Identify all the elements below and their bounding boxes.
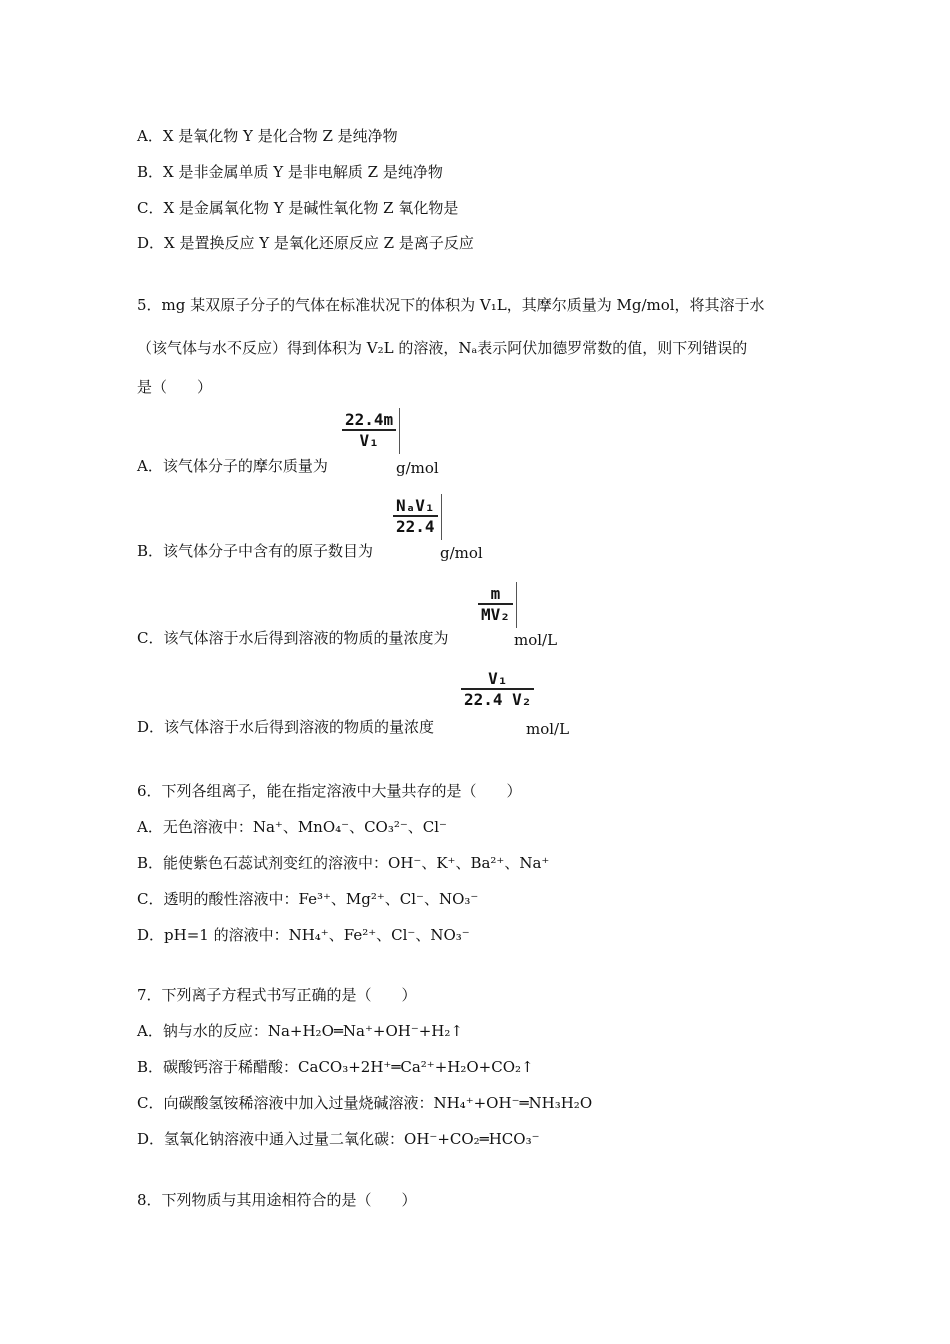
fraction-denominator: MV₂	[481, 605, 510, 624]
q5-option-c-text: C．该气体溶于水后得到溶液的物质的量浓度为	[137, 629, 449, 647]
q5-option-d	[137, 717, 434, 737]
q6-stem: 6．下列各组离子，能在指定溶液中大量共存的是（ ）	[137, 782, 522, 800]
q7-option-b: B．碳酸钙溶于稀醋酸：CaCO₃+2H⁺═Ca²⁺+H₂O+CO₂↑	[137, 1058, 534, 1076]
q6-option-c: C．透明的酸性溶液中：Fe³⁺、Mg²⁺、Cl⁻、NO₃⁻	[137, 890, 479, 908]
q4-option-d: D．X 是置换反应 Y 是氧化还原反应 Z 是离子反应	[137, 234, 474, 252]
q5-option-c-unit: mol/L	[514, 631, 558, 649]
q7-option-d: D．氢氧化钠溶液中通入过量二氧化碳：OH⁻+CO₂═HCO₃⁻	[137, 1130, 540, 1148]
q5-stem-line1: 5．mg 某双原子分子的气体在标准状况下的体积为 V₁L，其摩尔质量为 Mg/mol，将其溶于水	[137, 296, 765, 314]
q5-option-b-text: B．该气体分子中含有的原子数目为	[137, 542, 374, 560]
q8-stem: 8．下列物质与其用途相符合的是（ ）	[137, 1191, 417, 1209]
q5-option-d-unit: mol/L	[526, 720, 570, 738]
q5-option-b-fraction	[393, 496, 438, 536]
fraction-border	[516, 582, 517, 628]
q7-option-c: C．向碳酸氢铵稀溶液中加入过量烧碱溶液：NH₄⁺+OH⁻═NH₃H₂O	[137, 1094, 593, 1112]
fraction-numerator: m	[490, 584, 501, 603]
q5-stem-line2: （该气体与水不反应）得到体积为 V₂L 的溶液，Nₐ表示阿伏加德罗常数的值，则下列错误的	[137, 339, 748, 357]
q5-option-b	[137, 541, 373, 561]
q5-option-a-unit: g/mol	[396, 459, 439, 477]
q5-option-d-text: D．该气体溶于水后得到溶液的物质的量浓度	[137, 718, 435, 736]
q5-option-c	[137, 628, 448, 648]
q5-stem-line3: 是（ ）	[137, 378, 213, 396]
fraction-denominator: V₁	[359, 431, 379, 450]
q5-option-c-fraction	[478, 584, 513, 624]
q5-option-a-text: A．该气体分子的摩尔质量为	[137, 457, 328, 475]
q5-option-b-unit: g/mol	[440, 544, 483, 562]
q5-option-d-fraction	[461, 669, 534, 709]
q6-option-a: A．无色溶液中：Na⁺、MnO₄⁻、CO₃²⁻、Cl⁻	[137, 818, 447, 836]
q5-option-a	[137, 456, 328, 476]
q4-option-c: C．X 是金属氧化物 Y 是碱性氧化物 Z 氧化物是	[137, 199, 459, 217]
q6-option-b: B．能使紫色石蕊试剂变红的溶液中：OH⁻、K⁺、Ba²⁺、Na⁺	[137, 854, 550, 872]
q5-option-a-fraction	[342, 410, 396, 450]
fraction-numerator: V₁	[488, 669, 508, 688]
fraction-border	[399, 408, 400, 454]
fraction-denominator: 22.4	[396, 517, 435, 536]
q4-option-b: B．X 是非金属单质 Y 是非电解质 Z 是纯净物	[137, 163, 443, 181]
q4-option-a: A．X 是氧化物 Y 是化合物 Z 是纯净物	[137, 127, 398, 145]
q7-stem: 7．下列离子方程式书写正确的是（ ）	[137, 986, 417, 1004]
q7-option-a: A．钠与水的反应：Na+H₂O═Na⁺+OH⁻+H₂↑	[137, 1022, 463, 1040]
fraction-border	[441, 494, 442, 540]
q6-option-d: D．pH=1 的溶液中：NH₄⁺、Fe²⁺、Cl⁻、NO₃⁻	[137, 926, 470, 944]
fraction-denominator: 22.4 V₂	[464, 690, 532, 709]
fraction-numerator: NₐV₁	[396, 496, 435, 515]
fraction-numerator: 22.4m	[345, 410, 394, 429]
